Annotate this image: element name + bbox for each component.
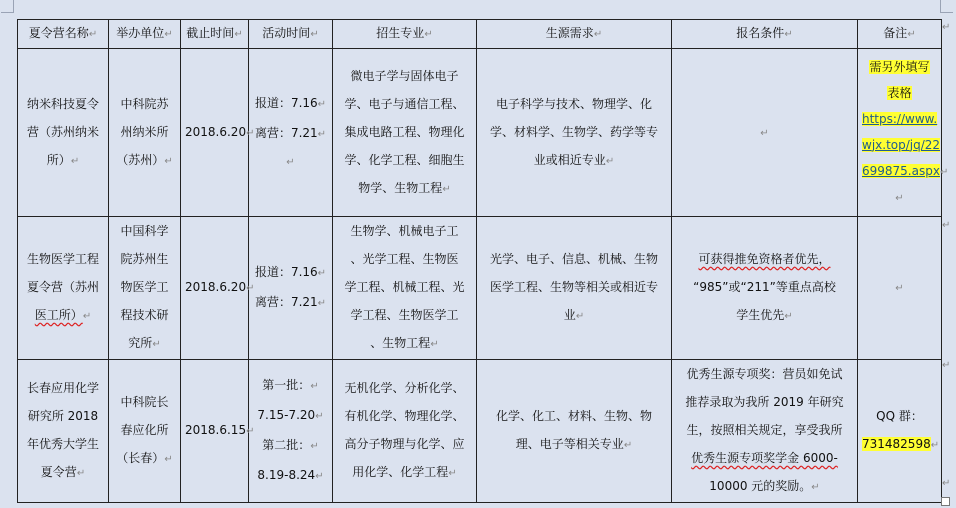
majors-cell: 微电子学与固体电子 学、电子与通信工程、 集成电路工程、物理化 学、化学工程、细胞生 物学、生物工程↵ <box>333 49 477 217</box>
row-end-mark: ↵ <box>942 22 951 33</box>
table-resize-handle[interactable] <box>941 497 950 506</box>
header-cell: 备注↵ <box>858 20 942 49</box>
majors-cell: 无机化学、分析化学、 有机化学、物理化学、 高分子物理与化学、应 用化学、化学工程↵ <box>333 360 477 503</box>
table-header-row <box>18 20 942 49</box>
conditions-cell: 优秀生源专项奖：营员如免试 推荐录取为我所 2019 年研究 生，按照相关规定，享受我所 优秀生源专项奖学金 6000- 10000 元的奖励。↵ <box>672 360 858 503</box>
row-end-mark: ↵ <box>942 220 951 231</box>
note-cell: QQ 群： 731482598↵ <box>858 360 942 503</box>
conditions-cell: 可获得推免资格者优先， “985”或“211”等重点高校 学生优先↵ <box>672 217 858 360</box>
qq-group-number: 731482598 <box>862 437 931 451</box>
header-cell: 报名条件↵ <box>672 20 858 49</box>
page-corner-mark-left <box>1 0 14 13</box>
demand-cell: 化学、化工、材料、生物、物 理、电子等相关专业↵ <box>477 360 672 503</box>
header-cell: 活动时间↵ <box>249 20 333 49</box>
organizer-cell: 中科院苏 州纳米所 （苏州）↵ <box>109 49 181 217</box>
row-end-mark: ↵ <box>942 360 951 371</box>
deadline-cell: 2018.6.20↵ <box>181 217 249 360</box>
demand-cell: 电子科学与技术、物理学、化 学、材料学、生物学、药学等专 业或相近专业↵ <box>477 49 672 217</box>
camp-name-cell: 长春应用化学 研究所 2018 年优秀大学生 夏令营↵ <box>18 360 109 503</box>
summer-camp-table <box>17 19 949 503</box>
page-top-area <box>0 0 956 12</box>
header-cell: 夏令营名称↵ <box>18 20 109 49</box>
header-cell: 招生专业↵ <box>333 20 477 49</box>
note-cell: 需另外填写 表格 https://www. wjx.top/jq/22 699875.aspx↵ ↵ <box>858 49 942 217</box>
activity-time-cell: 报道：7.16↵ 离营：7.21↵ ↵ <box>249 49 333 217</box>
table-row <box>18 217 942 360</box>
organizer-cell: 中科院长 春应化所 （长春）↵ <box>109 360 181 503</box>
row-end-mark: ↵ <box>942 478 951 489</box>
deadline-cell: 2018.6.15↵ <box>181 360 249 503</box>
header-cell: 举办单位↵ <box>109 20 181 49</box>
header-cell: 生源需求↵ <box>477 20 672 49</box>
demand-cell: 光学、电子、信息、机械、生物 医学工程、生物等相关或相近专 业↵ <box>477 217 672 360</box>
page-corner-mark-right <box>940 0 953 13</box>
registration-form-link[interactable]: https://www. <box>862 111 938 126</box>
registration-form-link[interactable]: 699875.aspx <box>862 163 940 178</box>
majors-cell: 生物学、机械电子工 、光学工程、生物医 学工程、机械工程、光 学工程、生物医学工 、生物工程↵ <box>333 217 477 360</box>
deadline-cell: 2018.6.20↵ <box>181 49 249 217</box>
table-row <box>18 360 942 503</box>
camp-name-cell: 生物医学工程 夏令营（苏州 医工所）↵ <box>18 217 109 360</box>
registration-form-link[interactable]: wjx.top/jq/22 <box>862 137 941 152</box>
camp-name-cell: 纳米科技夏令 营（苏州纳米 所）↵ <box>18 49 109 217</box>
note-cell: ↵ <box>858 217 942 360</box>
activity-time-cell: 报道：7.16↵ 离营：7.21↵ <box>249 217 333 360</box>
activity-time-cell: 第一批：↵ 7.15-7.20↵ 第二批：↵ 8.19-8.24↵ <box>249 360 333 503</box>
conditions-cell: ↵ <box>672 49 858 217</box>
organizer-cell: 中国科学 院苏州生 物医学工 程技术研 究所↵ <box>109 217 181 360</box>
header-cell: 截止时间↵ <box>181 20 249 49</box>
table-row <box>18 49 942 217</box>
